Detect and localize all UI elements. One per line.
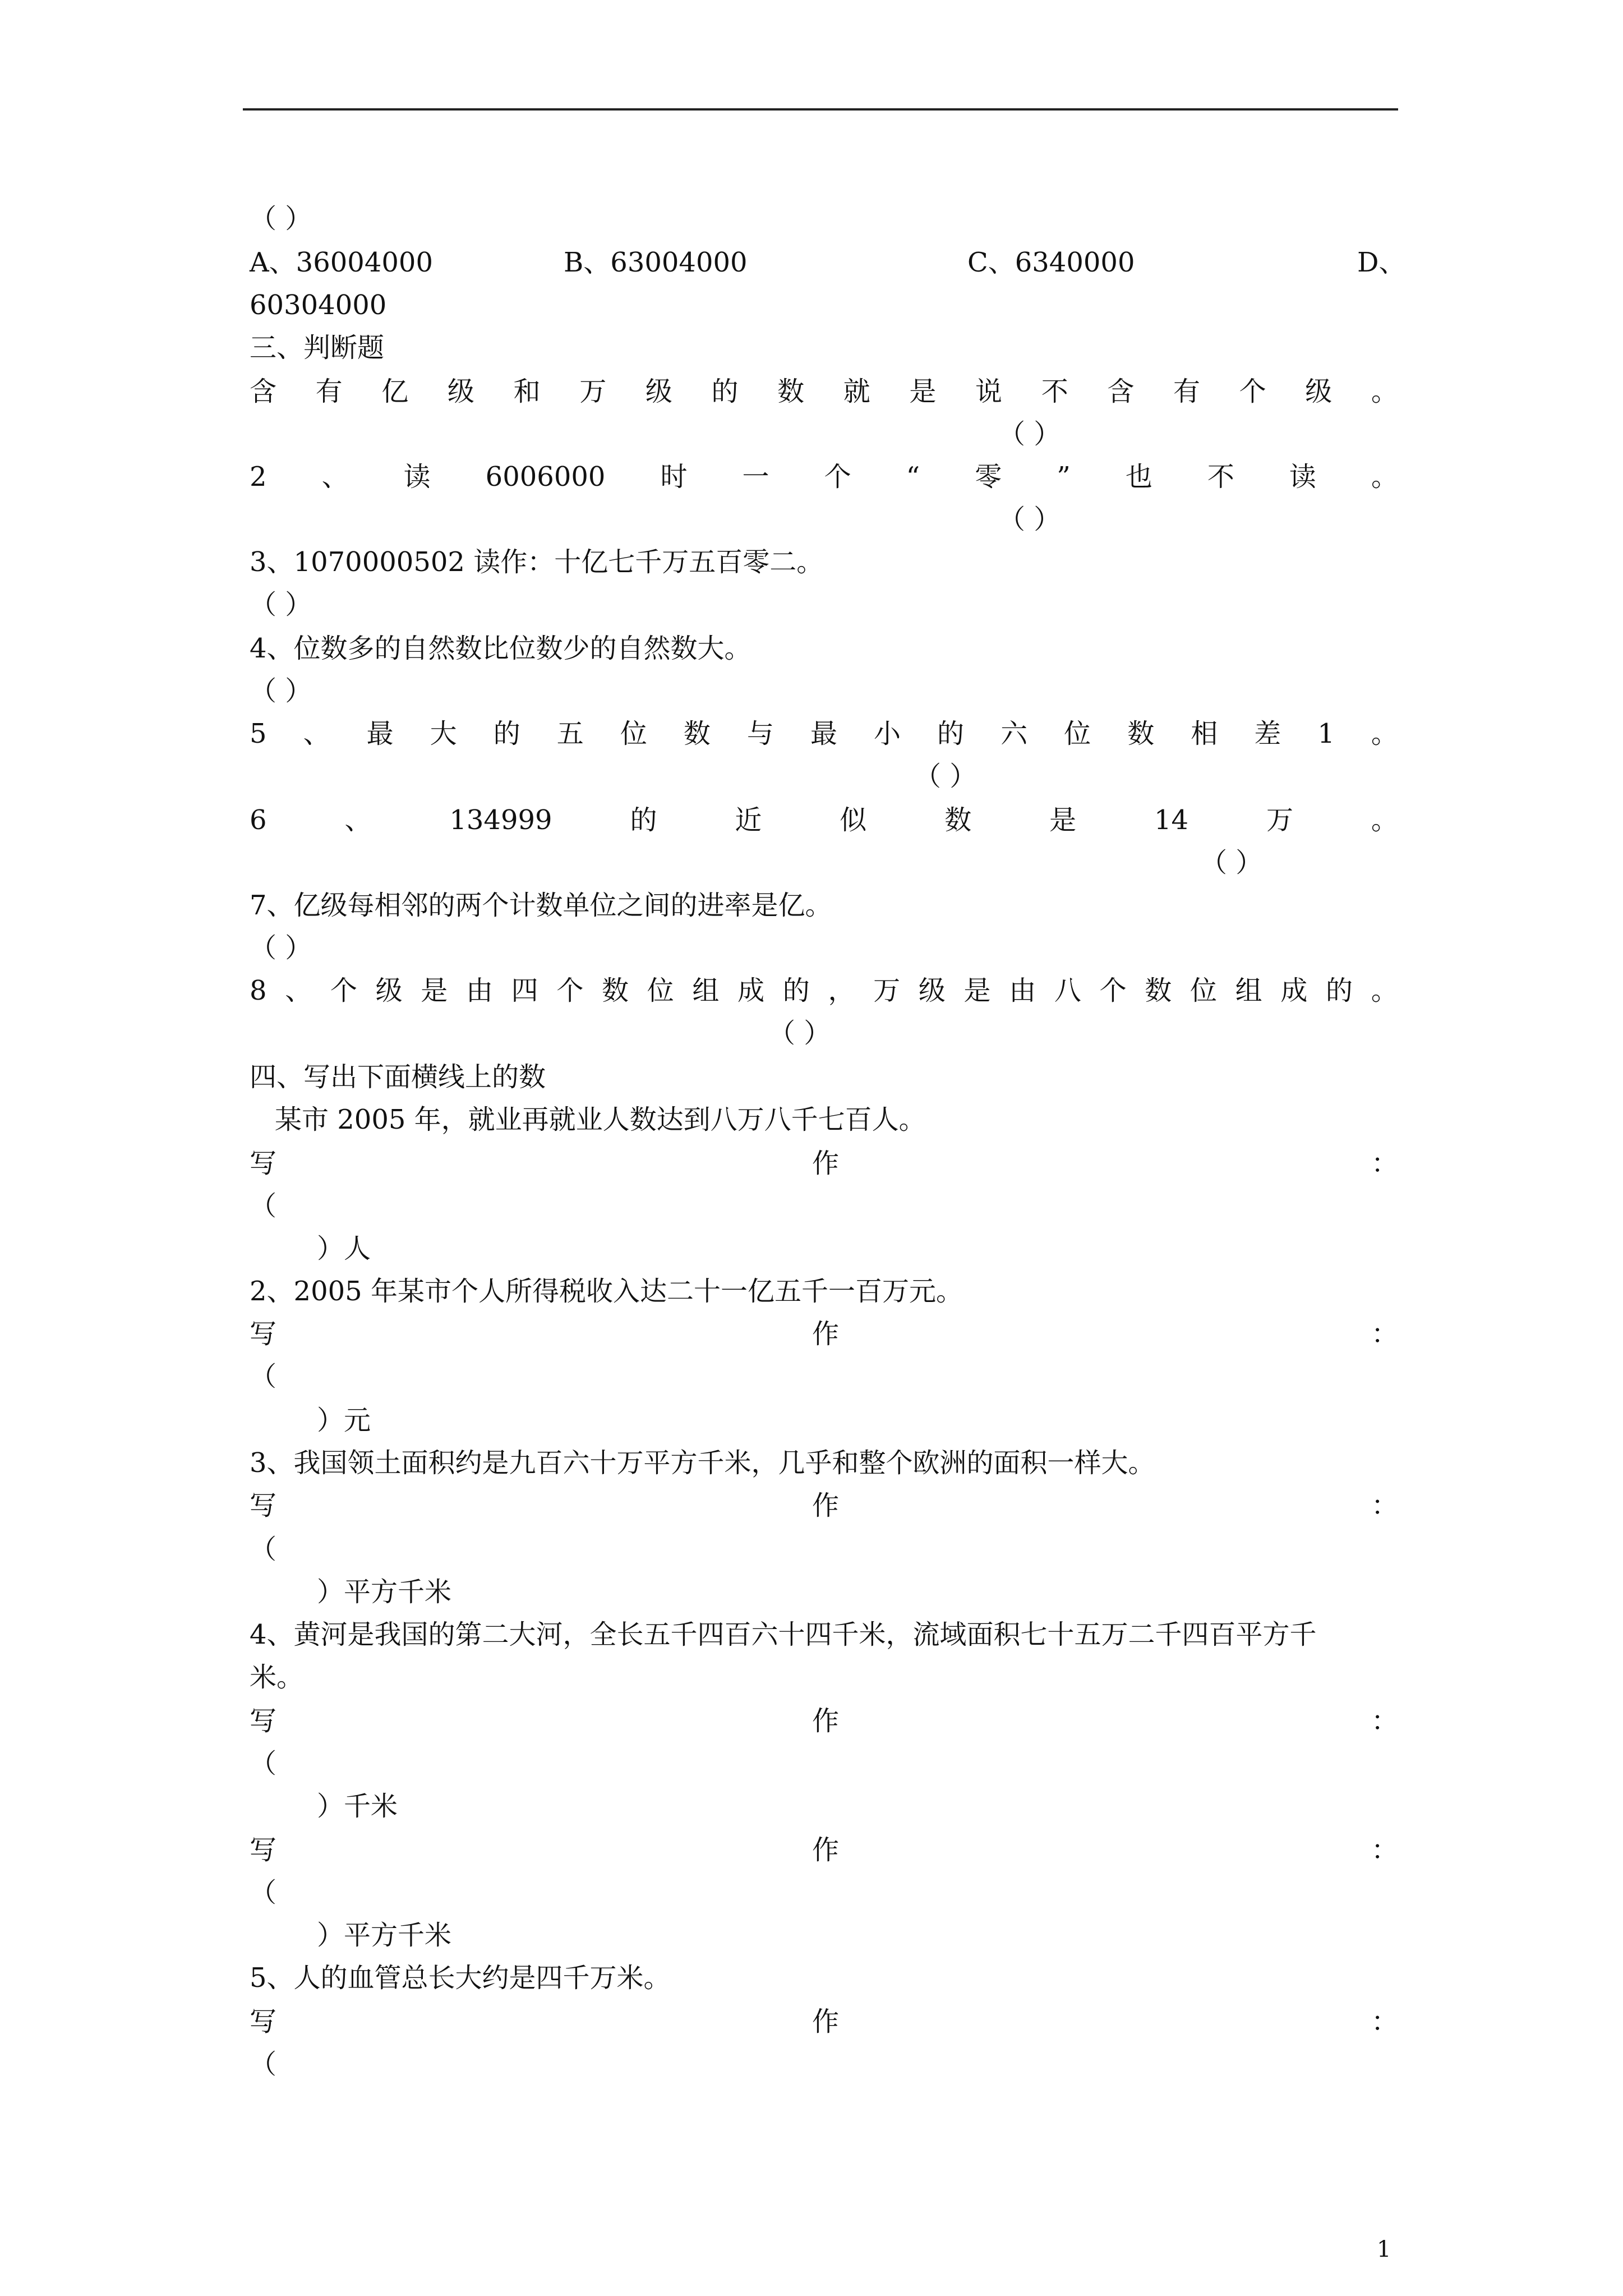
write-colon-4: ： xyxy=(1371,1705,1399,1737)
judgement-2-token: 一 xyxy=(742,461,769,493)
judgement-8-token: 万 xyxy=(873,975,901,1006)
judgement-8-token: 是 xyxy=(421,975,448,1006)
write-label-3b: 作 xyxy=(812,1490,840,1521)
judgement-2-token: 时 xyxy=(660,461,688,493)
option-d-value: 60304000 xyxy=(250,289,387,321)
judgement-1-token: 有 xyxy=(315,376,343,407)
section-4-title: 四、写出下面横线上的数 xyxy=(250,1061,546,1093)
judgement-8-token: 成 xyxy=(1280,975,1308,1006)
judgement-1 xyxy=(250,370,1398,413)
judgement-8-token: 位 xyxy=(1189,975,1217,1006)
judgement-8-token: 数 xyxy=(1145,975,1172,1006)
judgement-8-token: 是 xyxy=(963,975,991,1006)
write-label-4d: 作 xyxy=(812,1834,840,1866)
judgement-2-token: 也 xyxy=(1125,461,1152,493)
judgement-8-token: 八 xyxy=(1054,975,1081,1006)
judgement-1-token: 级 xyxy=(645,376,672,407)
write-label-3a: 写 xyxy=(250,1490,277,1521)
judgement-3: 3、1070000502 读作：十亿七千万五百零二。 xyxy=(250,546,824,578)
judgement-2-token: 不 xyxy=(1207,461,1234,493)
judgement-2-token: 。 xyxy=(1371,461,1398,493)
judgement-8-token: ， xyxy=(828,975,855,1006)
option-b: B、63004000 xyxy=(564,247,748,278)
judgement-8-token: 8 xyxy=(250,975,267,1006)
judgement-3-paren: （ ） xyxy=(250,589,312,620)
judgement-1-token: 万 xyxy=(579,376,607,407)
judgement-6-paren: （ ） xyxy=(1200,847,1263,878)
write-colon-3: ： xyxy=(1371,1490,1399,1521)
question-1: 某市 2005 年，就业再就业人数达到八万八千七百人。 xyxy=(275,1104,926,1135)
write-label-4b: 作 xyxy=(812,1705,840,1737)
question-4: 4、黄河是我国的第二大河，全长五千四百六十四千米，流域面积七十五万二千四百平方千 xyxy=(250,1619,1317,1650)
judgement-6-token: 万 xyxy=(1266,804,1293,836)
judgement-1-token: 就 xyxy=(843,376,870,407)
answer-open-3: （ xyxy=(250,1534,277,1565)
judgement-1-token: 个 xyxy=(1239,376,1266,407)
judgement-8-token: 由 xyxy=(465,975,493,1006)
write-label-5a: 写 xyxy=(250,2006,277,2037)
judgement-5-token: 最 xyxy=(366,718,394,749)
judgement-2-token: 2 xyxy=(250,461,267,493)
judgement-1-token: 含 xyxy=(250,376,277,407)
answer-open-1: （ xyxy=(250,1190,277,1222)
judgement-5-token: 与 xyxy=(746,718,774,749)
answer-unit-3: ）平方千米 xyxy=(317,1576,452,1608)
judgement-6-token: 14 xyxy=(1154,804,1189,836)
section-3-title: 三、判断题 xyxy=(250,332,385,364)
judgement-8-token: 组 xyxy=(1235,975,1262,1006)
judgement-1-token: 。 xyxy=(1371,376,1398,407)
judgement-8-token: 、 xyxy=(285,975,312,1006)
answer-unit-1: ）人 xyxy=(317,1233,371,1264)
judgement-2-token: 读 xyxy=(403,461,431,493)
judgement-2-token: ” xyxy=(1057,461,1071,493)
judgement-5-token: 位 xyxy=(620,718,647,749)
judgement-8-paren: （ ） xyxy=(768,1018,831,1049)
judgement-5-token: 相 xyxy=(1191,718,1218,749)
judgement-8-token: 级 xyxy=(375,975,403,1006)
judgement-8-token: 成 xyxy=(737,975,765,1006)
judgement-8-token: 四 xyxy=(511,975,538,1006)
judgement-8-token: 的 xyxy=(782,975,810,1006)
judgement-2-token: “ xyxy=(906,461,920,493)
judgement-5-token: 最 xyxy=(810,718,837,749)
write-label-5b: 作 xyxy=(812,2006,840,2037)
answer-open-2: （ xyxy=(250,1361,277,1392)
write-label-4a: 写 xyxy=(250,1705,277,1737)
judgement-1-token: 是 xyxy=(909,376,937,407)
judgement-5-token: 五 xyxy=(556,718,584,749)
answer-paren: （ ） xyxy=(250,203,312,234)
judgement-2-token: 零 xyxy=(975,461,1002,493)
write-label-1b: 作 xyxy=(812,1148,840,1179)
judgement-6-token: 。 xyxy=(1371,804,1398,836)
question-2: 2、2005 年某市个人所得税收入达二十一亿五千一百万元。 xyxy=(250,1276,963,1307)
judgement-2-token: 读 xyxy=(1289,461,1316,493)
judgement-1-token: 说 xyxy=(975,376,1003,407)
write-colon-1: ： xyxy=(1371,1148,1399,1179)
judgement-5-token: 六 xyxy=(1000,718,1028,749)
question-4-cont: 米。 xyxy=(250,1662,304,1693)
judgement-8-token: 个 xyxy=(1099,975,1127,1006)
judgement-1-token: 数 xyxy=(777,376,805,407)
answer-open-4: （ xyxy=(250,1748,277,1779)
judgement-5-token: 数 xyxy=(683,718,711,749)
judgement-5-token: 1 xyxy=(1317,718,1335,749)
answer-unit-4b: ）平方千米 xyxy=(317,1920,452,1951)
header-rule xyxy=(243,108,1398,111)
judgement-5-token: 差 xyxy=(1254,718,1281,749)
write-colon-4b: ： xyxy=(1371,1834,1399,1866)
judgement-8-token: 由 xyxy=(1009,975,1036,1006)
judgement-1-token: 的 xyxy=(711,376,739,407)
judgement-6-token: 、 xyxy=(344,804,372,836)
answer-unit-4: ）千米 xyxy=(317,1791,398,1822)
judgement-1-token: 级 xyxy=(447,376,474,407)
judgement-6-token: 似 xyxy=(840,804,867,836)
judgement-6 xyxy=(250,799,1398,841)
judgement-1-token: 含 xyxy=(1107,376,1135,407)
judgement-6-token: 数 xyxy=(944,804,972,836)
judgement-1-token: 不 xyxy=(1041,376,1068,407)
answer-unit-2: ）元 xyxy=(317,1405,371,1436)
judgement-8-token: 位 xyxy=(647,975,674,1006)
judgement-7-paren: （ ） xyxy=(250,932,312,964)
judgement-1-token: 和 xyxy=(513,376,541,407)
judgement-6-token: 是 xyxy=(1049,804,1077,836)
write-colon-2: ： xyxy=(1371,1318,1399,1350)
judgement-8-token: 级 xyxy=(918,975,946,1006)
write-label-4c: 写 xyxy=(250,1834,277,1866)
judgement-2 xyxy=(250,455,1398,498)
judgement-6-token: 的 xyxy=(630,804,657,836)
judgement-4-paren: （ ） xyxy=(250,675,312,707)
question-5: 5、人的血管总长大约是四千万米。 xyxy=(250,1962,671,1994)
answer-open-4b: （ xyxy=(250,1877,277,1908)
page-number: 1 xyxy=(1377,2237,1391,2262)
option-d: D、 xyxy=(1357,247,1406,278)
judgement-1-token: 有 xyxy=(1173,376,1200,407)
judgement-5-paren: （ ） xyxy=(914,761,977,792)
judgement-8-token: 的 xyxy=(1326,975,1353,1006)
question-3: 3、我国领土面积约是九百六十万平方千米，几乎和整个欧洲的面积一样大。 xyxy=(250,1447,1155,1479)
judgement-1-paren: （ ） xyxy=(998,418,1061,450)
option-a: A、36004000 xyxy=(250,247,433,278)
judgement-2-token: 、 xyxy=(321,461,349,493)
judgement-5-token: 位 xyxy=(1064,718,1091,749)
judgement-5-token: 。 xyxy=(1371,718,1398,749)
judgement-2-token: 个 xyxy=(824,461,851,493)
judgement-6-token: 134999 xyxy=(449,804,552,836)
judgement-5 xyxy=(250,712,1398,755)
option-c: C、6340000 xyxy=(967,247,1135,278)
judgement-1-token: 亿 xyxy=(381,376,409,407)
judgement-2-paren: （ ） xyxy=(998,504,1061,535)
judgement-8-token: 组 xyxy=(692,975,720,1006)
judgement-5-token: 的 xyxy=(493,718,520,749)
judgement-4: 4、位数多的自然数比位数少的自然数大。 xyxy=(250,633,751,664)
judgement-8-token: 数 xyxy=(602,975,629,1006)
judgement-5-token: 5 xyxy=(250,718,267,749)
judgement-5-token: 小 xyxy=(874,718,901,749)
judgement-5-token: 的 xyxy=(937,718,965,749)
judgement-6-token: 6 xyxy=(250,804,267,836)
judgement-6-token: 近 xyxy=(735,804,762,836)
write-colon-5: ： xyxy=(1371,2006,1399,2037)
judgement-1-token: 级 xyxy=(1305,376,1332,407)
judgement-8 xyxy=(250,969,1398,1012)
judgement-8-token: 个 xyxy=(556,975,584,1006)
write-label-2a: 写 xyxy=(250,1318,277,1350)
judgement-5-token: 、 xyxy=(303,718,330,749)
judgement-5-token: 数 xyxy=(1127,718,1155,749)
judgement-5-token: 大 xyxy=(430,718,457,749)
write-label-2b: 作 xyxy=(812,1318,840,1350)
write-label-1a: 写 xyxy=(250,1148,277,1179)
answer-open-5: （ xyxy=(250,2049,277,2080)
judgement-8-token: 个 xyxy=(330,975,357,1006)
judgement-2-token: 6006000 xyxy=(485,461,606,493)
judgement-7: 7、亿级每相邻的两个计数单位之间的进率是亿。 xyxy=(250,890,832,921)
judgement-8-token: 。 xyxy=(1371,975,1398,1006)
